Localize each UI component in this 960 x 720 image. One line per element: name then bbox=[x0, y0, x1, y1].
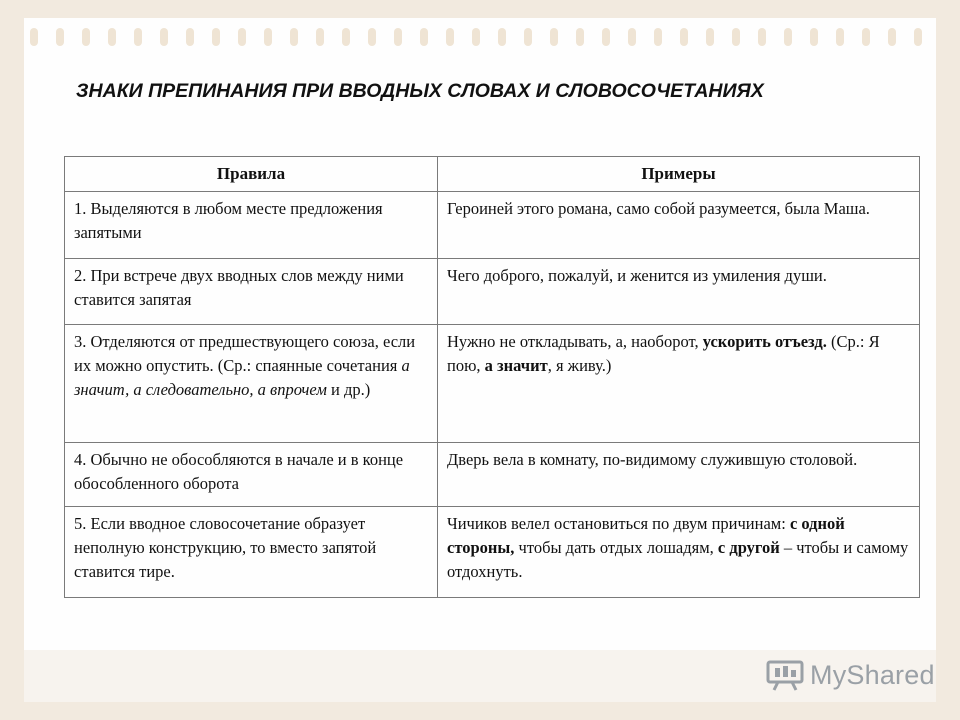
cell-text-run: с другой bbox=[717, 537, 780, 557]
binding-hole bbox=[784, 28, 792, 46]
binding-hole bbox=[342, 28, 350, 46]
binding-hole bbox=[186, 28, 194, 46]
cell-text-run: , я живу.) bbox=[547, 355, 612, 375]
cell-text-run: а значит bbox=[484, 355, 548, 375]
spiral-binding bbox=[24, 22, 936, 60]
binding-hole bbox=[420, 28, 428, 46]
binding-hole bbox=[238, 28, 246, 46]
binding-hole bbox=[108, 28, 116, 46]
table-row bbox=[65, 259, 920, 325]
binding-hole bbox=[134, 28, 142, 46]
binding-hole bbox=[290, 28, 298, 46]
cell-text-run: 3. Отделяются от предшествующего союза, если их можно опустить. (Ср.: спаянные сочетания bbox=[74, 332, 416, 375]
binding-hole bbox=[576, 28, 584, 46]
table-row bbox=[65, 443, 920, 507]
rule-cell bbox=[65, 443, 438, 507]
cell-text-run: 4. Обычно не обособляются в начале и в конце обособленного оборота bbox=[74, 450, 404, 493]
binding-hole bbox=[368, 28, 376, 46]
header-examples: Примеры bbox=[438, 157, 920, 192]
cell-text-run: с одной стороны, bbox=[447, 514, 845, 557]
rule-cell bbox=[65, 259, 438, 325]
punctuation-rules-table bbox=[64, 156, 920, 598]
binding-hole bbox=[550, 28, 558, 46]
example-cell bbox=[438, 325, 920, 443]
binding-hole bbox=[680, 28, 688, 46]
page-title: ЗНАКИ ПРЕПИНАНИЯ ПРИ ВВОДНЫХ СЛОВАХ И СЛОВОСОЧЕТАНИЯХ bbox=[76, 80, 764, 102]
cell-text-run: Героиней этого романа, само собой разумеется, была Маша. bbox=[447, 199, 870, 218]
table-header-row bbox=[65, 157, 920, 192]
cell-text-run: а значит, а следовательно, а впрочем bbox=[74, 355, 410, 399]
cell-text-run: 2. При встрече двух вводных слов между ними ставится запятая bbox=[74, 266, 404, 309]
table-row bbox=[65, 507, 920, 598]
cell-text-run: Чичиков велел остановиться по двум причинам: bbox=[447, 514, 790, 533]
binding-hole bbox=[862, 28, 870, 46]
mypresentation-logo-icon bbox=[766, 658, 804, 692]
binding-hole bbox=[30, 28, 38, 46]
header-rules: Правила bbox=[65, 157, 438, 192]
binding-hole bbox=[316, 28, 324, 46]
watermark-text: MyShared bbox=[810, 659, 935, 690]
rule-cell bbox=[65, 192, 438, 259]
binding-hole bbox=[264, 28, 272, 46]
example-cell bbox=[438, 443, 920, 507]
cell-text-run: – чтобы и самому отдохнуть. bbox=[447, 537, 909, 581]
table-row bbox=[65, 325, 920, 443]
binding-hole bbox=[732, 28, 740, 46]
binding-hole bbox=[82, 28, 90, 46]
binding-hole bbox=[888, 28, 896, 46]
cell-text-run: 1. Выделяются в любом месте предложения запятыми bbox=[74, 199, 383, 242]
cell-text-run: Чего доброго, пожалуй, и женится из умиления души. bbox=[447, 266, 827, 285]
binding-hole bbox=[498, 28, 506, 46]
cell-text-run: Дверь вела в комнату, по-видимому служившую столовой. bbox=[447, 450, 858, 469]
example-cell bbox=[438, 507, 920, 598]
binding-hole bbox=[472, 28, 480, 46]
cell-text-run: 5. Если вводное словосочетание образует неполную конструкцию, то вместо запятой ставится тире. bbox=[74, 514, 377, 581]
cell-text-run: Нужно не откладывать, а, наоборот, bbox=[447, 332, 703, 351]
binding-hole bbox=[212, 28, 220, 46]
binding-hole bbox=[836, 28, 844, 46]
binding-hole bbox=[56, 28, 64, 46]
myshared-watermark[interactable] bbox=[766, 654, 935, 696]
binding-hole bbox=[602, 28, 610, 46]
binding-hole bbox=[706, 28, 714, 46]
binding-hole bbox=[810, 28, 818, 46]
binding-hole bbox=[394, 28, 402, 46]
binding-hole bbox=[654, 28, 662, 46]
binding-hole bbox=[758, 28, 766, 46]
example-cell bbox=[438, 259, 920, 325]
binding-hole bbox=[914, 28, 922, 46]
rule-cell bbox=[65, 325, 438, 443]
cell-text-run: чтобы дать отдых лошадям, bbox=[514, 537, 718, 557]
cell-text-run: ускорить отъезд. bbox=[702, 332, 827, 351]
example-cell bbox=[438, 192, 920, 259]
table-row bbox=[65, 192, 920, 259]
cell-text-run: (Ср.: Я пою, bbox=[447, 332, 880, 375]
binding-hole bbox=[446, 28, 454, 46]
binding-hole bbox=[524, 28, 532, 46]
binding-hole bbox=[160, 28, 168, 46]
rule-cell bbox=[65, 507, 438, 598]
cell-text-run: и др.) bbox=[326, 379, 371, 399]
binding-hole bbox=[628, 28, 636, 46]
